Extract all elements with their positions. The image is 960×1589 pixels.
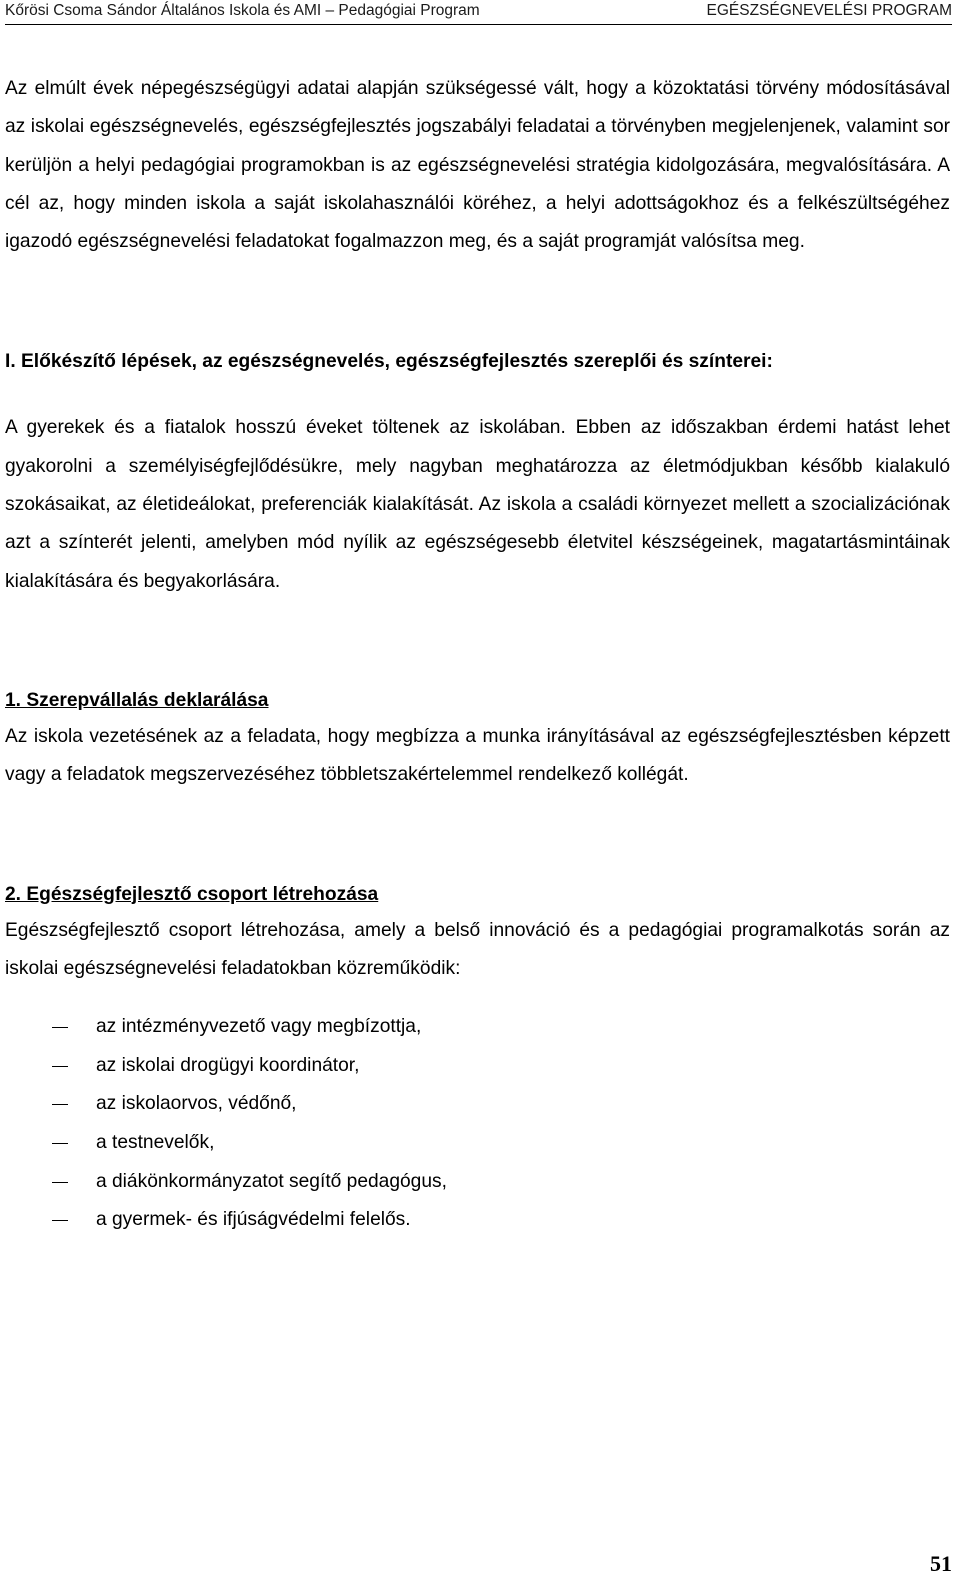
intro-paragraph: Az elmúlt évek népegészségügyi adatai alapján szükségessé vált, hogy a közoktatási törvény módosításával az iskolai egészségnevelés, egészségfejlesztés jogszabályi feladatai a törvényben megjelenjenek, valamint sor kerüljön a helyi pedagógiai programokban is az egészségnevelési stratégia kidolgozására, megvalósítására. A cél az, hogy minden iskola a saját iskolahasználói köréhez, a helyi adottságokhoz és a felkészültségéhez igazodó egészségnevelési feladatokat fogalmazzon meg, és a saját programját valósítsa meg. bbox=[5, 78, 950, 253]
dash-bullet-icon bbox=[52, 1182, 68, 1183]
list-item bbox=[5, 1163, 950, 1202]
header-school-title: Kőrösi Csoma Sándor Általános Iskola és AMI – Pedagógiai Program bbox=[5, 2, 480, 19]
list-item-text: az iskolai drogügyi koordinátor, bbox=[96, 1054, 360, 1076]
page-header bbox=[5, 2, 952, 25]
spacer bbox=[5, 795, 950, 877]
spacer bbox=[5, 261, 950, 343]
subsection-1-heading: 1. Szerepvállalás deklarálása bbox=[5, 689, 269, 711]
list-item bbox=[5, 1008, 950, 1047]
dash-bullet-icon bbox=[52, 1143, 68, 1144]
dash-bullet-icon bbox=[52, 1104, 68, 1105]
subsection-1-paragraph: Az iskola vezetésének az a feladata, hogy megbízza a munka irányításával az egészségfejlesztésben képzett vagy a feladatok megszervezéséhez többletszakértelemmel rendelkező kollégát. bbox=[5, 725, 950, 786]
page-number: 51 bbox=[930, 1551, 952, 1576]
subsection-2-heading: 2. Egészségfejlesztő csoport létrehozása bbox=[5, 883, 379, 905]
list-item bbox=[5, 1124, 950, 1163]
dash-bullet-icon bbox=[52, 1220, 68, 1221]
section-1-paragraph: A gyerekek és a fiatalok hosszú éveket töltenek az iskolában. Ebben az időszakban érdemi hatást lehet gyakorolni a személyiségfejlődésükre, mely nagyban meghatározza az életmódjukban később kialakuló szokásaikat, az életideálokat, preferenciák kialakítását. Az iskola a családi környezet mellett a szocializációnak azt a színterét jelenti, amelyben mód nyílik az egészségesebb életvitel készségeinek, magatartásmintáinak kialakítására és begyakorlására. bbox=[5, 417, 950, 592]
spacer bbox=[5, 381, 950, 409]
spacer bbox=[5, 601, 950, 683]
dash-bullet-icon bbox=[52, 1066, 68, 1067]
list-item-text: a diákönkormányzatot segítő pedagógus, bbox=[96, 1170, 447, 1192]
dash-bullet-icon bbox=[52, 1027, 68, 1028]
page-content bbox=[5, 70, 950, 1240]
list-item-text: a testnevelők, bbox=[96, 1131, 215, 1153]
list-item bbox=[5, 1201, 950, 1240]
list-item-text: a gyermek- és ifjúságvédelmi felelős. bbox=[96, 1209, 411, 1231]
member-list bbox=[5, 1008, 950, 1240]
list-item bbox=[5, 1085, 950, 1124]
section-1-heading: I. Előkészítő lépések, az egészségnevelés, egészségfejlesztés szereplői és színterei: bbox=[5, 351, 773, 373]
header-program-title: EGÉSZSÉGNEVELÉSI PROGRAM bbox=[706, 2, 952, 19]
list-item bbox=[5, 1047, 950, 1086]
list-item-text: az iskolaorvos, védőnő, bbox=[96, 1093, 297, 1115]
subsection-2-paragraph: Egészségfejlesztő csoport létrehozása, amely a belső innováció és a pedagógiai programalkotás során az iskolai egészségnevelési feladatokban közreműködik: bbox=[5, 919, 950, 979]
list-item-text: az intézményvezető vagy megbízottja, bbox=[96, 1016, 422, 1038]
